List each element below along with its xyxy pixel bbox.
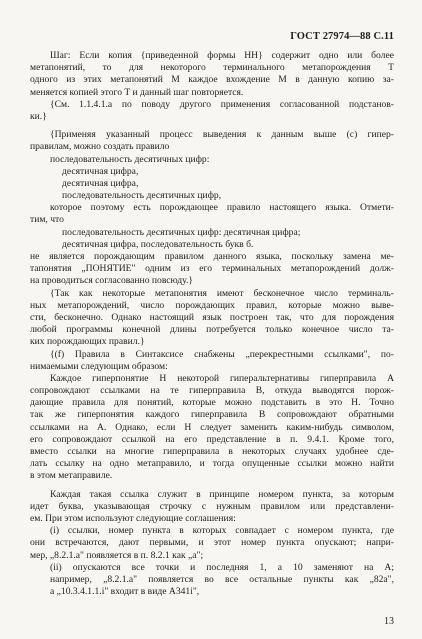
text-line: Каждое гиперпонятие Н некоторой гиперальтернативы гиперправила А: [50, 372, 394, 384]
text-line: они встречаются, дают первыми, и этот номер пункта опускают; напри-: [30, 537, 394, 549]
text-line: {Так как некоторые метапонятия имеют бесконечное число терминаль-: [50, 287, 394, 299]
text-line: нимаемыми следующим образом:: [30, 360, 168, 372]
text-line: {(f) Правила в Синтаксисе снабжены „перекрестными ссылками", по-: [50, 348, 394, 360]
text-line: Каждая такая ссылка служит в принципе номером пункта, за которым: [50, 488, 394, 500]
text-line: ки.}: [30, 110, 47, 122]
text-line: сопровождают ссылками на те гиперправила В, откуда выводятся порож-: [30, 385, 394, 397]
body-text: [30, 50, 394, 598]
text-line: {См. 1.1.4.1.а по поводу другого применения согласованной подстанов-: [50, 98, 394, 110]
text-line: на проводиться согласованно повсюду.}: [30, 275, 193, 287]
text-line: тапонятия „ПОНЯТИЕ" одним из его терминальных метапорождений долж-: [30, 263, 394, 275]
text-line: вместо ссылки на многие гиперправила в некоторых случаях удобнее сде-: [30, 446, 394, 457]
text-line: в этом метаправиле.: [30, 470, 113, 482]
text-line: правилам, можно создать правило: [30, 141, 170, 153]
text-line: (ii) опускаются все точки и последняя 1, а 10 заменяют на А;: [50, 561, 394, 573]
text-line: мер, „8.2.1.а" появляется в п. 8.2.1 как „а";: [30, 549, 204, 561]
text-line: {Применяя указанный процесс выведения к данным выше (с) гипер-: [50, 129, 394, 141]
text-line: ких порождающих правил.}: [30, 336, 145, 348]
text-line: последовательность десятичных цифр:: [50, 153, 210, 165]
text-line: идет буква, указывающая строчку с нужным правилом или представлени-: [30, 500, 394, 512]
text-line: не является порождающим правилом данного языка, поскольку замена ме-: [30, 251, 394, 262]
text-line: десятичная цифра,: [62, 177, 139, 189]
text-line: Шаг: Если копия {приведенной формы НН} содержит одно или более: [50, 50, 394, 61]
text-line: ных метапорождений, число порождающих правил, которые можно выве-: [30, 299, 394, 311]
text-line: десятичная цифра, последовательность букв б.: [62, 238, 254, 250]
text-line: тим, что: [30, 214, 64, 226]
page-number: 13: [384, 616, 394, 627]
text-line: ем. При этом используют следующие соглашения:: [30, 512, 236, 524]
text-line: например, „8.2.1.а" появляется во все остальные пункты как „82а",: [50, 573, 394, 585]
text-line: а „10.3.4.1.1.i" входит в виде A341i",: [50, 586, 200, 598]
text-line: которое поэтому есть порождающее правило настоящего языка. Отмети-: [50, 202, 394, 214]
text-line: последовательность десятичных цифр,: [62, 190, 222, 202]
text-line: одного из этих метапонятий М каждое вхождение М в данную копию за-: [30, 74, 394, 86]
text-line: любой программы конечной длины потребуется только конечное число та-: [30, 324, 394, 336]
text-line: его сопровождают ссылкой на его представление в п. 9.4.1. Кроме того,: [30, 433, 394, 445]
text-line: метапонятий, то для некоторого терминального метапорождения T: [30, 62, 394, 74]
text-line: так же гиперпонятия каждого гиперправила В сопровождают обратными: [30, 409, 394, 421]
text-line: последовательность десятичных цифр: десятичная цифра;: [62, 226, 301, 238]
page-header: ГОСТ 27974—88 С.11: [290, 31, 394, 42]
text-line: десятичная цифра,: [62, 165, 139, 177]
text-line: (i) ссылки, номер пункта в которых совпадает с номером пункта, где: [50, 525, 394, 537]
text-line: ссылками на А. Однако, если Н следует заменить каким-нибудь символом,: [30, 421, 394, 433]
text-line: дающие правила для понятий, которые можно подставить в это Н. Точно: [30, 397, 394, 409]
text-line: меняется копией этого T и данный шаг повторяется.: [30, 86, 244, 98]
text-line: сти, бесконечно. Однако настоящий язык построен так, что для порождения: [30, 311, 394, 323]
text-line: лать ссылку на одно метаправило, и тогда опущенные ссылки можно найти: [30, 458, 394, 470]
